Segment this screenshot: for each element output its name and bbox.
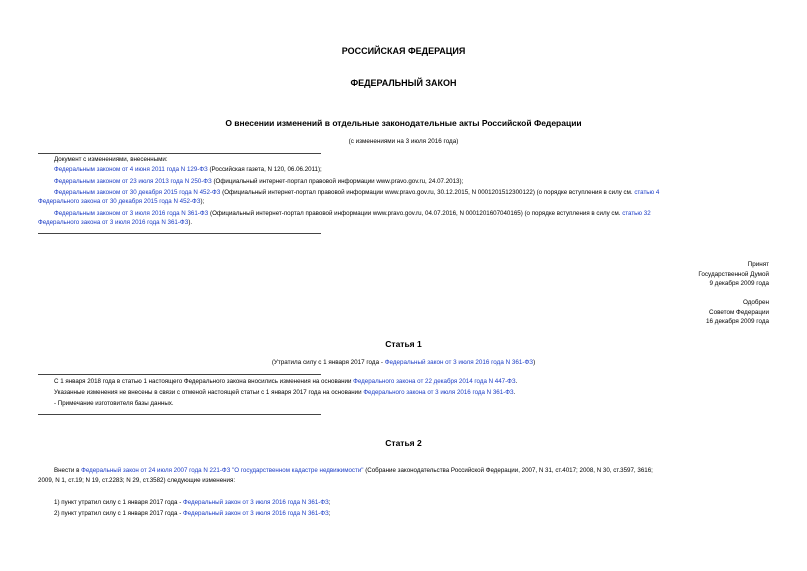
change-item — [54, 209, 651, 218]
law-title: О внесении изменений в отдельные законодательные акты Российской Федерации — [225, 118, 582, 128]
changes-top-rule — [38, 153, 321, 154]
editor-note-line — [54, 388, 515, 397]
change-source: (Российская газета, N 120, 06.06.2011); — [207, 166, 322, 173]
article-2-intro — [54, 466, 653, 475]
change-law-link[interactable]: Федеральным законом от 4 июня 2011 года N 129-ФЗ — [54, 166, 208, 173]
note-law-link[interactable]: Федерального закона от 22 декабря 2014 года N 447-ФЗ — [353, 378, 516, 385]
article-2-intro-continuation: 2009, N 1, ст.19; N 19, ст.2283; N 29, ст.3582) следующие изменения: — [38, 477, 236, 484]
change-law-link[interactable]: Федерального закона от 3 июля 2016 года N 361-ФЗ — [38, 219, 189, 226]
note-text: С 1 января 2018 года в статью 1 настоящего Федерального закона вносились изменения на основании — [54, 378, 354, 385]
article-2-heading: Статья 2 — [385, 438, 422, 448]
adoption-approved — [706, 298, 769, 327]
article-link[interactable]: статью 32 — [622, 210, 651, 217]
note-text: Указанные изменения не внесены в связи с отменой настоящей статьи с 1 января 2017 года на основании — [54, 389, 364, 396]
change-item-continuation — [38, 197, 204, 206]
status-law-link[interactable]: Федеральный закон от 3 июля 2016 года N 361-ФЗ — [384, 359, 534, 366]
list-item — [54, 509, 331, 518]
country-heading: РОССИЙСКАЯ ФЕДЕРАЦИЯ — [341, 46, 466, 56]
intro-tail: (Собрание законодательства Российской Федерации, 2007, N 31, ст.4017; 2008, N 30, ст.3597, 3616; — [363, 467, 653, 474]
change-tail: ); — [200, 198, 205, 205]
note-bottom-rule — [38, 414, 321, 415]
change-item — [54, 165, 322, 174]
item-law-link[interactable]: Федеральный закон от 3 июля 2016 года N 361-ФЗ — [182, 510, 329, 517]
change-law-link[interactable]: Федерального закона от 30 декабря 2015 года N 452-ФЗ — [38, 198, 201, 205]
change-source: (Официальный интернет-портал правовой информации www.pravo.gov.ru, 24.07.2013); — [211, 178, 464, 185]
status-tail: ) — [533, 359, 536, 366]
editor-note-source: - Примечание изготовителя базы данных. — [54, 400, 174, 407]
doc-type-heading: ФЕДЕРАЛЬНЫЙ ЗАКОН — [350, 78, 457, 88]
changes-bottom-rule — [38, 233, 321, 234]
item-text: 2) пункт утратил силу с 1 января 2017 года - — [54, 510, 183, 517]
accepted-body: Государственной Думой — [698, 270, 769, 278]
change-item-continuation — [38, 218, 192, 227]
adoption-accepted — [698, 260, 769, 289]
note-tail: . — [515, 378, 518, 385]
note-tail: . — [513, 389, 516, 396]
editor-note-line — [54, 377, 517, 386]
article-link[interactable]: статью 4 — [634, 189, 660, 196]
approved-body: Советом Федерации — [709, 308, 769, 316]
approved-date: 16 декабря 2009 года — [706, 318, 769, 325]
item-tail: ; — [328, 499, 331, 506]
revision-note: (с изменениями на 3 июля 2016 года) — [348, 138, 459, 145]
change-law-link[interactable]: Федеральным законом от 30 декабря 2015 года N 452-ФЗ — [54, 189, 221, 196]
list-item — [54, 498, 331, 507]
changes-intro: Документ с изменениями, внесенными: — [54, 156, 168, 163]
item-law-link[interactable]: Федеральный закон от 3 июля 2016 года N 361-ФЗ — [182, 499, 329, 506]
change-item — [54, 188, 659, 197]
article-1-status — [0, 359, 807, 366]
note-top-rule — [38, 374, 321, 375]
article-1-heading: Статья 1 — [385, 339, 422, 349]
approved-label: Одобрен — [742, 299, 769, 306]
change-tail: ). — [188, 219, 193, 226]
change-item — [54, 177, 463, 186]
accepted-label: Принят — [747, 261, 769, 268]
note-law-link[interactable]: Федерального закона от 3 июля 2016 года N 361-ФЗ — [363, 389, 514, 396]
change-law-link[interactable]: Федеральным законом от 23 июля 2013 года N 250-ФЗ — [54, 178, 212, 185]
change-law-link[interactable]: Федеральным законом от 3 июля 2016 года N 361-ФЗ — [54, 210, 209, 217]
change-source: (Официальный интернет-портал правовой информации www.pravo.gov.ru, 30.12.2015, N 0001201512300122) (о порядке вступления в силу см. — [220, 189, 635, 196]
accepted-date: 9 декабря 2009 года — [709, 280, 769, 287]
item-tail: ; — [328, 510, 331, 517]
status-text: (Утратила силу с 1 января 2017 года - — [271, 359, 385, 366]
item-text: 1) пункт утратил силу с 1 января 2017 года - — [54, 499, 183, 506]
cadastre-law-link[interactable]: Федеральный закон от 24 июля 2007 года N 221-ФЗ "О государственном кадастре недвижимости" — [81, 467, 364, 474]
intro-text: Внести в — [54, 467, 82, 474]
change-source: (Официальный интернет-портал правовой информации www.pravo.gov.ru, 04.07.2016, N 0001201607040165) (о порядке вступления в силу см. — [208, 210, 623, 217]
